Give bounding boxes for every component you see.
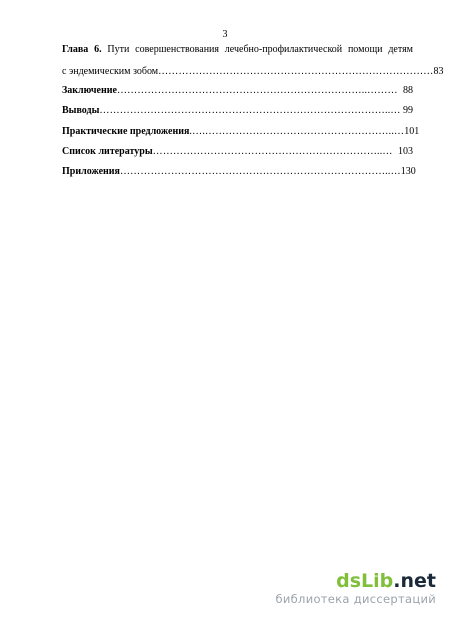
toc-entry-text: Практические предложения [62, 126, 190, 137]
toc-leader-dots: ………………………………………………………………..……… [116, 85, 398, 96]
toc-leader-dots: ……………………………………………………………………..… [119, 166, 401, 177]
toc-page-number: 99 [403, 105, 413, 116]
dslib-tagline: библиотека диссертаций [275, 592, 436, 606]
toc-page-number: 103 [398, 146, 413, 157]
toc-chapter-label: Глава 6. [62, 44, 102, 55]
toc-entry-text: Выводы [62, 105, 100, 116]
toc-entry-conclusion [62, 85, 413, 97]
toc-entry-text: Список литературы [62, 146, 153, 157]
toc-chapter-title: Пути совершенствования лечебно-профилактической помощи детям [107, 44, 414, 55]
dslib-watermark [275, 571, 436, 606]
toc-leader-dots: .….………………………………………………..… [189, 126, 405, 137]
toc-entry-text: Приложения [62, 166, 120, 177]
toc-page-number: 130 [400, 166, 416, 177]
toc-entry-chapter-6 [62, 44, 413, 56]
page-number: 3 [222, 29, 228, 40]
toc-entry-practical-suggestions [62, 126, 420, 138]
toc-leader-dots: …………………………………………………………………………..… [99, 105, 401, 116]
toc-page-number: 83 [433, 66, 444, 77]
toc-entry-findings [62, 105, 413, 117]
toc-entry-text: Заключение [62, 85, 117, 96]
dslib-logo: dsLib.net [336, 570, 436, 592]
toc-page-number: 88 [403, 85, 413, 96]
toc-entry-text: с эндемическим зобом [62, 66, 159, 77]
toc-entry-appendices [62, 166, 416, 178]
toc-leader-dots: …………………………………………………………..… [152, 146, 393, 157]
toc-entry-references [62, 146, 413, 158]
toc-leader-dots: ……………………………………………………………………… [158, 66, 434, 77]
toc-page-number: 101 [404, 126, 420, 137]
toc-entry-chapter-6-cont [62, 66, 444, 78]
